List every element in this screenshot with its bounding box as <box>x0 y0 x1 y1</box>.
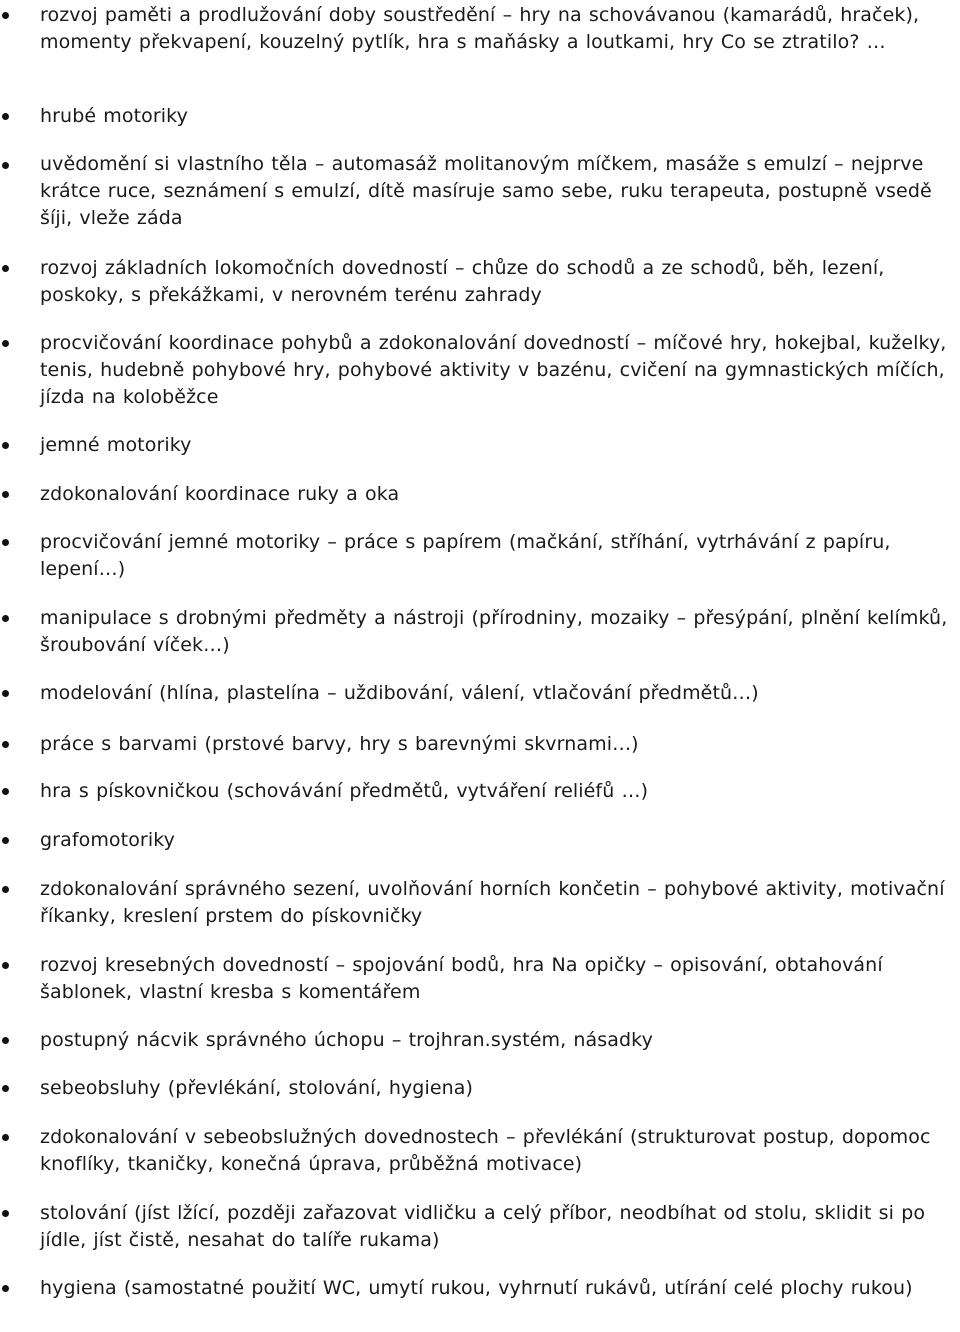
list-item-text: zdokonalování koordinace ruky a oka <box>40 483 400 505</box>
bullet-icon <box>2 1085 9 1092</box>
list-item-text: rozvoj paměti a prodlužování doby soustředění – hry na schovávanou (kamarádů, hraček), momenty překvapení, kouzelný pytlík, hra s maňásky a loutkami, hry Co se ztratilo? … <box>40 4 920 53</box>
bullet-icon <box>2 1134 9 1141</box>
list-item-text: modelování (hlína, plastelína – uždibování, válení, vtlačování předmětů…) <box>40 682 759 704</box>
bullet-icon <box>2 539 9 546</box>
bullet-icon <box>2 1210 9 1217</box>
list-item-text: uvědomění si vlastního těla – automasáž molitanovým míčkem, masáže s emulzí – nejprve krátce ruce, seznámení s emulzí, dítě masíruje samo sebe, ruku terapeuta, postupně vsedě šíji, vleže záda <box>40 153 932 229</box>
bullet-icon <box>2 113 9 120</box>
list-item-text: jemné motoriky <box>40 434 192 456</box>
list-item-text: hrubé motoriky <box>40 105 188 127</box>
bullet-icon <box>2 162 9 169</box>
bullet-icon <box>2 615 9 622</box>
bullet-icon <box>2 442 9 449</box>
list-item-text: postupný nácvik správného úchopu – trojhran.systém, násadky <box>40 1029 653 1051</box>
list-item-text: práce s barvami (prstové barvy, hry s barevnými skvrnami…) <box>40 733 639 755</box>
bullet-icon <box>2 886 9 893</box>
list-item-text: manipulace s drobnými předměty a nástroji (přírodniny, mozaiky – přesýpání, plnění kelímků, šroubování víček…) <box>40 607 948 656</box>
bullet-icon <box>2 962 9 969</box>
bullet-icon <box>2 690 9 697</box>
list-item-text: hra s pískovničkou (schovávání předmětů, vytváření reliéfů …) <box>40 780 649 802</box>
list-item-text: procvičování koordinace pohybů a zdokonalování dovedností – míčové hry, hokejbal, kuželky, tenis, hudebně pohybové hry, pohybové aktivity v bazénu, cvičení na gymnastických míčích, jízda na koloběžce <box>40 332 947 408</box>
list-item-text: sebeobsluhy (převlékání, stolování, hygiena) <box>40 1077 474 1099</box>
list-item-text: rozvoj kresebných dovedností – spojování bodů, hra Na opičky – opisování, obtahování šablonek, vlastní kresba s komentářem <box>40 954 883 1003</box>
list-item-text: stolování (jíst lžící, později zařazovat vidličku a celý příbor, neodbíhat od stolu, sklidit si po jídle, jíst čistě, nesahat do talíře rukama) <box>40 1202 926 1251</box>
list-item-text: zdokonalování správného sezení, uvolňování horních končetin – pohybové aktivity, motivační říkanky, kreslení prstem do pískovničky <box>40 878 945 927</box>
bullet-icon <box>2 265 9 272</box>
bullet-icon <box>2 12 9 19</box>
bullet-icon <box>2 491 9 498</box>
bullet-icon <box>2 788 9 795</box>
bullet-icon <box>2 340 9 347</box>
list-item-text: procvičování jemné motoriky – práce s papírem (mačkání, stříhání, vytrhávání z papíru, lepení…) <box>40 531 891 580</box>
list-item-text: hygiena (samostatné použití WC, umytí rukou, vyhrnutí rukávů, utírání celé plochy rukou) <box>40 1277 913 1299</box>
bullet-icon <box>2 1285 9 1292</box>
bullet-icon <box>2 741 9 748</box>
list-item-text: rozvoj základních lokomočních dovedností – chůze do schodů a ze schodů, běh, lezení, poskoky, s překážkami, v nerovném terénu zahrady <box>40 257 885 306</box>
list-item-text: zdokonalování v sebeobslužných dovednostech – převlékání (strukturovat postup, dopomoc knoflíky, tkaničky, konečná úprava, průběžná motivace) <box>40 1126 931 1175</box>
bullet-icon <box>2 837 9 844</box>
bullet-icon <box>2 1037 9 1044</box>
list-item-text: grafomotoriky <box>40 829 175 851</box>
